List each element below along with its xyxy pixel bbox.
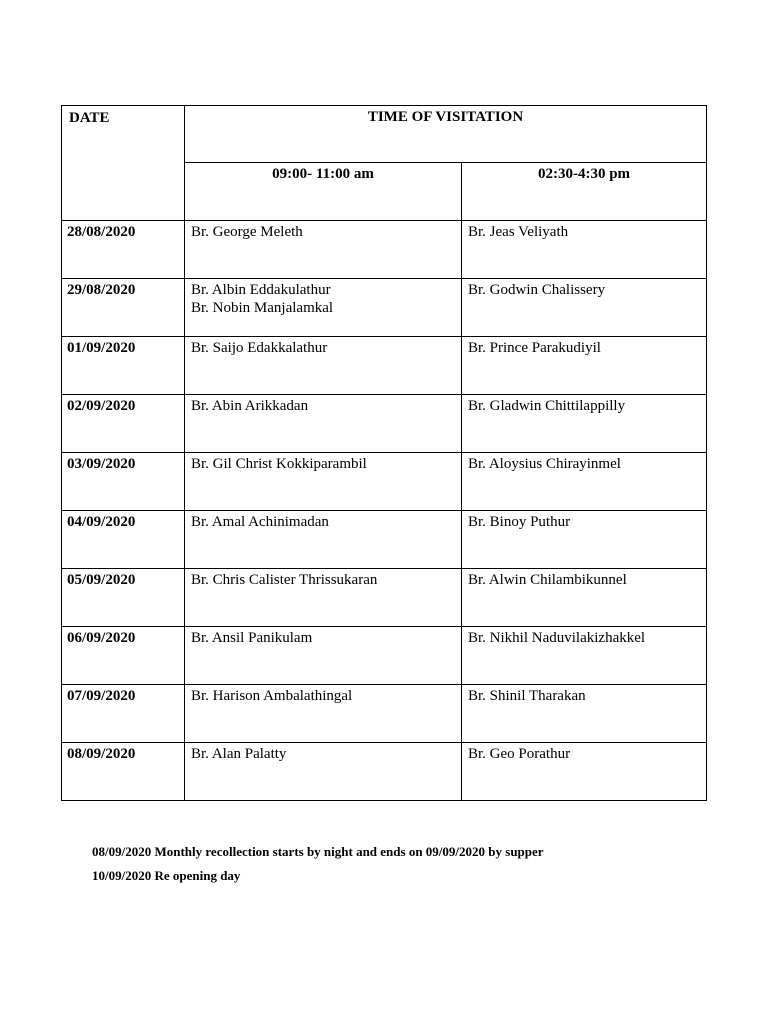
afternoon-visitor-cell: Br. Alwin Chilambikunnel [462, 569, 707, 627]
table-row [62, 627, 707, 685]
schedule-rows [62, 221, 707, 801]
afternoon-visitor-cell: Br. Geo Porathur [462, 743, 707, 801]
date-cell: 05/09/2020 [62, 569, 185, 627]
afternoon-visitor-cell: Br. Binoy Puthur [462, 511, 707, 569]
date-cell: 28/08/2020 [62, 221, 185, 279]
table-row [62, 569, 707, 627]
footer-notes [92, 840, 544, 888]
morning-visitor-name: Br. Chris Calister Thrissukaran [191, 572, 378, 588]
date-cell: 01/09/2020 [62, 337, 185, 395]
date-cell: 07/09/2020 [62, 685, 185, 743]
morning-visitor-cell [185, 743, 462, 801]
table-row [62, 337, 707, 395]
morning-visitor-name: Br. Harison Ambalathingal [191, 688, 353, 704]
morning-visitor-name: Br. Saijo Edakkalathur [191, 340, 328, 356]
table-header-row [62, 106, 707, 163]
note-recollection: 08/09/2020 Monthly recollection starts by night and ends on 09/09/2020 by supper [92, 844, 544, 859]
afternoon-slot-header: 02:30-4:30 pm [462, 163, 707, 221]
date-cell: 06/09/2020 [62, 627, 185, 685]
table-row [62, 279, 707, 337]
afternoon-visitor-cell: Br. Prince Parakudiyil [462, 337, 707, 395]
morning-visitor-cell [185, 279, 462, 337]
morning-visitor-name: Br. Amal Achinimadan [191, 514, 329, 530]
note-reopening: 10/09/2020 Re opening day [92, 868, 241, 883]
table-row [62, 743, 707, 801]
morning-visitor-name: Br. Abin Arikkadan [191, 398, 309, 414]
morning-visitor-name: Br. George Meleth [191, 224, 303, 240]
morning-visitor-name: Br. Nobin Manjalamkal [191, 300, 334, 316]
morning-visitor-cell [185, 511, 462, 569]
date-cell: 03/09/2020 [62, 453, 185, 511]
date-column-header: DATE [62, 106, 185, 221]
morning-visitor-cell [185, 569, 462, 627]
morning-visitor-cell [185, 221, 462, 279]
morning-slot-header: 09:00- 11:00 am [185, 163, 462, 221]
morning-visitor-cell [185, 453, 462, 511]
morning-visitor-cell [185, 627, 462, 685]
morning-visitor-cell [185, 685, 462, 743]
table-row [62, 221, 707, 279]
afternoon-visitor-cell: Br. Jeas Veliyath [462, 221, 707, 279]
time-of-visitation-header: TIME OF VISITATION [185, 106, 707, 163]
morning-visitor-name: Br. Gil Christ Kokkiparambil [191, 456, 367, 472]
afternoon-visitor-cell: Br. Aloysius Chirayinmel [462, 453, 707, 511]
table-row [62, 453, 707, 511]
afternoon-visitor-cell: Br. Gladwin Chittilappilly [462, 395, 707, 453]
morning-visitor-name: Br. Alan Palatty [191, 746, 287, 762]
date-cell: 02/09/2020 [62, 395, 185, 453]
table-row [62, 685, 707, 743]
morning-visitor-cell [185, 395, 462, 453]
visitation-schedule-table [61, 105, 707, 801]
afternoon-visitor-cell: Br. Nikhil Naduvilakizhakkel [462, 627, 707, 685]
date-cell: 08/09/2020 [62, 743, 185, 801]
afternoon-visitor-cell: Br. Godwin Chalissery [462, 279, 707, 337]
morning-visitor-name: Br. Ansil Panikulam [191, 630, 313, 646]
table-row [62, 511, 707, 569]
date-cell: 04/09/2020 [62, 511, 185, 569]
afternoon-visitor-cell: Br. Shinil Tharakan [462, 685, 707, 743]
morning-visitor-name: Br. Albin Eddakulathur [191, 282, 331, 298]
table-row [62, 395, 707, 453]
date-cell: 29/08/2020 [62, 279, 185, 337]
morning-visitor-cell [185, 337, 462, 395]
